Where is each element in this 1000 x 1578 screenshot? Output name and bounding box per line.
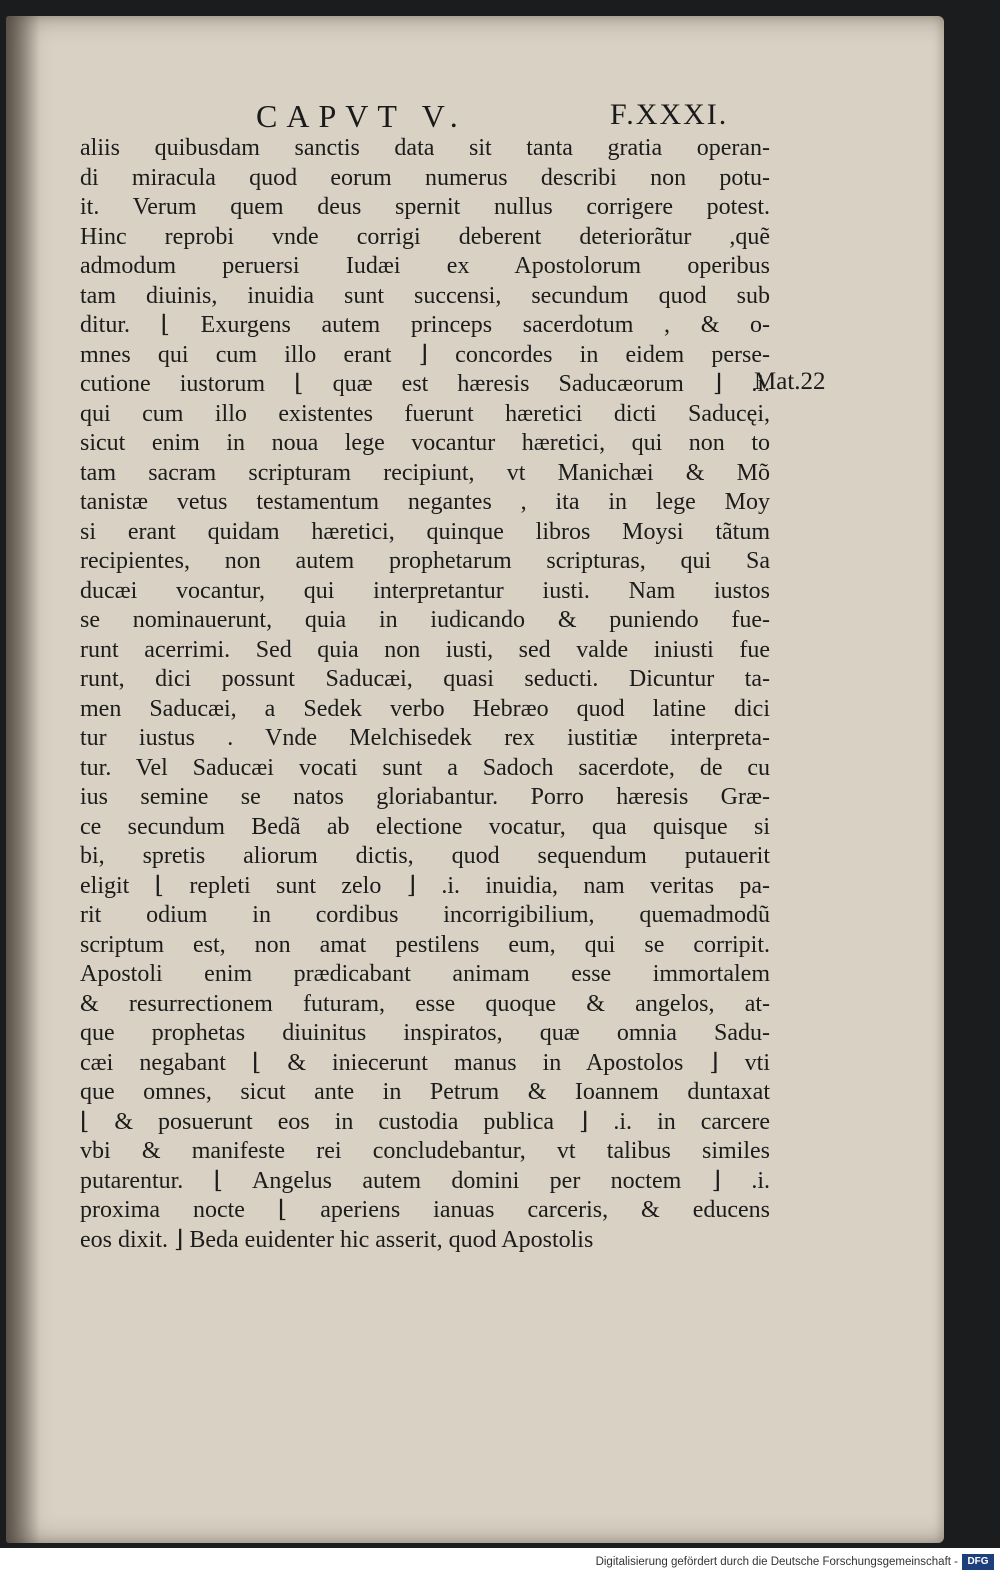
funding-credit: Digitalisierung gefördert durch die Deutsche Forschungsgemeinschaft - xyxy=(595,1556,958,1568)
text-line: & resurrectionem futuram, esse quoque & angelos, at- xyxy=(80,990,770,1017)
text-line: recipientes, non autem prophetarum scripturas, qui Sa xyxy=(80,548,770,574)
text-line: cæi negabant ⌊ & iniecerunt manus in Apostolos ⌋ vti xyxy=(80,1049,770,1076)
text-line: Apostoli enim prædicabant animam esse immortalem xyxy=(80,961,770,987)
text-line: vbi & manifeste rei concludebantur, vt talibus similes xyxy=(80,1138,770,1164)
text-line: cutione iustorum ⌊ quæ est hæresis Saducæorum ⌋ .i. xyxy=(80,371,770,397)
text-line: proxima nocte ⌊ aperiens ianuas carceris, & educens xyxy=(80,1197,770,1223)
text-line: que prophetas diuinitus inspiratos, quæ omnia Sadu- xyxy=(80,1020,770,1046)
text-line: tam diuinis, inuidia sunt succensi, secundum quod sub xyxy=(80,282,770,309)
text-line: men Saducæi, a Sedek verbo Hebræo quod latine dici xyxy=(80,695,770,722)
text-line: Hinc reprobi vnde corrigi deberent deteriorãtur ,quẽ xyxy=(80,223,770,250)
text-line: qui cum illo existentes fuerunt hæretici dicti Saducęi, xyxy=(80,400,770,427)
running-title: CAPVT V. xyxy=(256,98,467,134)
text-line: bi, spretis aliorum dictis, quod sequendum putauerit xyxy=(80,843,770,869)
text-line: runt acerrimi. Sed quia non iusti, sed valde iniusti fue xyxy=(80,636,770,663)
text-line: tanistæ vetus testamentum negantes , ita in lege Moy xyxy=(80,489,770,515)
text-line: ducæi vocantur, qui interpretantur iusti. Nam iustos xyxy=(80,577,770,604)
folio-number: F.XXXI. xyxy=(610,98,729,131)
text-line: rit odium in cordibus incorrigibilium, quemadmodũ xyxy=(80,902,770,928)
text-line: tur iustus . Vnde Melchisedek rex iustitiæ interpreta- xyxy=(80,725,770,751)
text-line: putarentur. ⌊ Angelus autem domini per noctem ⌋ .i. xyxy=(80,1167,770,1194)
text-line: ce secundum Bedã ab electione vocatur, qua quisque si xyxy=(80,813,770,840)
text-line: eos dixit. ⌋ Beda euidenter hic asserit, quod Apostolis xyxy=(80,1226,594,1253)
text-line: tur. Vel Saducæi vocati sunt a Sadoch sacerdote, de cu xyxy=(80,754,770,781)
footer-bar xyxy=(0,1548,1000,1578)
text-line: se nominauerunt, quia in iudicando & puniendo fue- xyxy=(80,607,770,633)
text-line: ius semine se natos gloriabantur. Porro hæresis Græ- xyxy=(80,784,770,810)
text-line: runt, dici possunt Saducæi, quasi seducti. Dicuntur ta- xyxy=(80,666,770,692)
text-line: tam sacram scripturam recipiunt, vt Manichæi & Mõ xyxy=(80,459,770,486)
text-line: ditur. ⌊ Exurgens autem princeps sacerdotum , & o- xyxy=(80,312,770,338)
marginal-note: Mat.22 xyxy=(754,368,826,395)
text-line: eligit ⌊ repleti sunt zelo ⌋ .i. inuidia, nam veritas pa- xyxy=(80,872,770,899)
text-line: que omnes, sicut ante in Petrum & Ioannem duntaxat xyxy=(80,1079,770,1105)
page-header xyxy=(6,98,944,138)
text-line: sicut enim in noua lege vocantur hæretici, qui non to xyxy=(80,430,770,456)
book-page xyxy=(6,16,944,1543)
text-body xyxy=(80,134,770,1255)
text-line: si erant quidam hæretici, quinque libros Moysi tãtum xyxy=(80,518,770,545)
text-line: di miracula quod eorum numerus describi non potu- xyxy=(80,164,770,191)
spine-shadow xyxy=(6,16,40,1543)
text-line: ⌊ & posuerunt eos in custodia publica ⌋ .i. in carcere xyxy=(80,1108,770,1135)
dfg-logo: DFG xyxy=(962,1554,994,1570)
text-line: it. Verum quem deus spernit nullus corrigere potest. xyxy=(80,194,770,220)
text-line: scriptum est, non amat pestilens eum, qui se corripit. xyxy=(80,931,770,958)
text-line: aliis quibusdam sanctis data sit tanta gratia operan- xyxy=(80,135,770,161)
text-line: admodum peruersi Iudæi ex Apostolorum operibus xyxy=(80,253,770,279)
text-line: mnes qui cum illo erant ⌋ concordes in eidem perse- xyxy=(80,341,770,368)
